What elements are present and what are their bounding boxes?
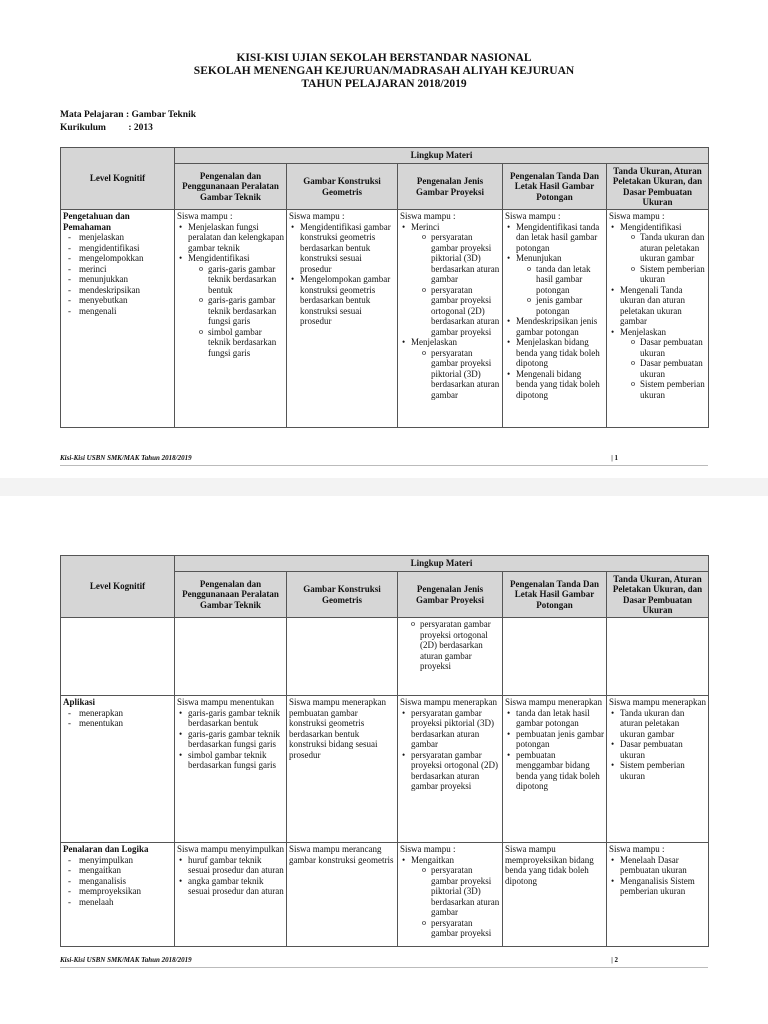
cell-intro: Siswa mampu : (609, 211, 665, 221)
list-item: • Mendeskripsikan jenis gambar potongan (505, 316, 604, 337)
level-title: Aplikasi (63, 697, 96, 707)
level-cell (61, 618, 175, 696)
list-item: - mengenali (63, 306, 172, 317)
list-item: o Sistem pemberian ukuran (628, 264, 706, 285)
cell-intro: Siswa mampu menerapkan (400, 697, 497, 707)
list-item: • tanda dan letak hasil gambar potongan (505, 708, 604, 729)
cell-col-2 (287, 843, 398, 947)
level-header: Level Kognitif (61, 556, 175, 618)
list-item: • persyaratan gambar proyeksi piktorial (3D) berdasarkan aturan gambar (400, 708, 500, 750)
list-item: • Tanda ukuran dan aturan peletakan ukuran gambar (609, 708, 706, 740)
list-item: - menerapkan (63, 708, 172, 719)
level-header: Level Kognitif (61, 148, 175, 210)
list-item: - menelaah (63, 897, 172, 908)
cell-intro: Siswa mampu menyimpulkan (177, 844, 284, 854)
list-item: o Tanda ukuran dan aturan peletakan ukuran gambar (628, 232, 706, 264)
list-item-label: Menunjukan (516, 253, 562, 263)
scope-header: Lingkup Materi (175, 148, 709, 164)
list-item: • pembuatan jenis gambar potongan (505, 729, 604, 750)
list-item: • Mengenali bidang benda yang tidak boleh dipotong (505, 369, 604, 401)
cell-col-2 (287, 210, 398, 428)
subject-label: Mata Pelajaran (60, 110, 124, 120)
list-item: - merinci (63, 264, 172, 275)
level-title: Pengetahuan dan Pemahaman (63, 211, 130, 232)
cell-col-5 (607, 696, 709, 843)
curriculum-value: : 2013 (128, 123, 153, 133)
list-item (177, 253, 284, 358)
list-item: o jenis gambar potongan (524, 295, 604, 316)
table-row (61, 618, 709, 696)
col-header-4: Pengenalan Tanda Dan Letak Hasil Gambar Potongan (503, 572, 607, 618)
list-item: • Menganalisis Sistem pemberian ukuran (609, 876, 706, 897)
cell-col-3 (398, 843, 503, 947)
page-number: | 1 (611, 454, 618, 462)
list-item: • persyaratan gambar proyeksi ortogonal (2D) berdasarkan aturan gambar proyeksi (400, 750, 500, 792)
level-cell (61, 843, 175, 947)
cell-intro: Siswa mampu : (177, 211, 233, 221)
col-header-4: Pengenalan Tanda Dan Letak Hasil Gambar Potongan (503, 164, 607, 210)
cell-col-4 (503, 696, 607, 843)
cell-col-1 (175, 618, 287, 696)
col-header-3: Pengenalan Jenis Gambar Proyeksi (398, 164, 503, 210)
cell-text: Siswa mampu memproyeksikan bidang benda yang tidak boleh dipotong (505, 844, 594, 886)
cell-col-2 (287, 618, 398, 696)
list-item: o tanda dan letak hasil gambar potongan (524, 264, 604, 296)
list-item: - menganalisis (63, 876, 172, 887)
list-item (400, 855, 500, 939)
cell-intro: Siswa mampu menerapkan (505, 697, 602, 707)
list-item: - menentukan (63, 718, 172, 729)
col-header-5: Tanda Ukuran, Aturan Peletakan Ukuran, dan Dasar Pembuatan Ukuran (607, 164, 709, 210)
list-item: • garis-garis gambar teknik berdasarkan bentuk (177, 708, 284, 729)
footer-text: Kisi-Kisi USBN SMK/MAK Tahun 2018/2019 (60, 956, 192, 964)
cell-col-1 (175, 843, 287, 947)
list-item-label: Merinci (411, 221, 440, 232)
title-line-2: SEKOLAH MENENGAH KEJURUAN/MADRASAH ALIYAH KEJURUAN (193, 65, 575, 77)
table-row (61, 210, 709, 428)
list-item: o persyaratan gambar proyeksi piktorial (3D) berdasarkan aturan gambar (419, 232, 500, 285)
list-item: • Menjelaskan bidang benda yang tidak boleh dipotong (505, 337, 604, 369)
cell-col-4 (503, 618, 607, 696)
cell-col-3 (398, 618, 503, 696)
list-item: • Dasar pembuatan ukuran (609, 739, 706, 760)
list-item: - mengidentifikasi (63, 243, 172, 254)
list-item: • Menelaah Dasar pembuatan ukuran (609, 855, 706, 876)
cell-col-5 (607, 618, 709, 696)
page-2 (0, 496, 768, 1024)
list-item: o persyaratan gambar proyeksi (419, 918, 500, 939)
cell-col-3 (398, 210, 503, 428)
list-item: • Mengenali Tanda ukuran dan aturan peletakan ukuran gambar (609, 285, 706, 327)
cell-col-2 (287, 696, 398, 843)
level-cell (61, 210, 175, 428)
footer-divider (60, 967, 708, 968)
list-item: • Menjelaskan fungsi peralatan dan kelengkapan gambar teknik (177, 222, 284, 254)
list-item: - menunjukkan (63, 274, 172, 285)
col-header-1: Pengenalan dan Penggunanaan Peralatan Gambar Teknik (175, 164, 287, 210)
document-title (0, 52, 768, 91)
list-item: o garis-garis gambar teknik berdasarkan fungsi garis (196, 295, 284, 327)
list-item: • Mengelompokan gambar konstruksi geometris berdasarkan bentuk konstruksi sesuai prosedur (289, 274, 395, 327)
scope-header: Lingkup Materi (175, 556, 709, 572)
col-header-1: Pengenalan dan Penggunanaan Peralatan Gambar Teknik (175, 572, 287, 618)
cell-intro: Siswa mampu : (609, 844, 665, 854)
curriculum-label: Kurikulum (60, 123, 106, 133)
list-item (400, 222, 500, 338)
list-item (609, 327, 706, 401)
list-item: • Mengidentifikasi gambar konstruksi geometris berdasarkan bentuk konstruksi sesuai prosedur (289, 222, 395, 275)
list-item: o persyaratan gambar proyeksi piktorial (3D) berdasarkan aturan gambar (419, 348, 500, 401)
cell-intro: Siswa mampu : (400, 844, 456, 854)
cell-text: Siswa mampu merancang gambar konstruksi geometris (289, 844, 394, 865)
list-item-label: Mengaitkan (411, 854, 454, 865)
col-header-2: Gambar Konstruksi Geometris (287, 164, 398, 210)
page-footer (60, 454, 708, 462)
cell-intro: Siswa mampu : (505, 211, 561, 221)
cell-col-4 (503, 210, 607, 428)
footer-divider (60, 465, 708, 466)
list-item: o persyaratan gambar proyeksi ortogonal (2D) berdasarkan aturan gambar proyeksi (408, 619, 500, 672)
list-item: o Dasar pembuatan ukuran (628, 337, 706, 358)
list-item: - menyimpulkan (63, 855, 172, 866)
list-item: • Mengidentifikasi tanda dan letak hasil gambar potongan (505, 222, 604, 254)
level-title: Penalaran dan Logika (63, 844, 149, 854)
cell-col-1 (175, 210, 287, 428)
list-item: - mendeskripsikan (63, 285, 172, 296)
cell-intro: Siswa mampu menentukan (177, 697, 274, 707)
curriculum-row (60, 122, 153, 135)
list-item: • angka gambar teknik sesuai prosedur dan aturan (177, 876, 284, 897)
grid-table-1 (60, 147, 709, 428)
list-item: o Dasar pembuatan ukuran (628, 358, 706, 379)
list-item: - menjelaskan (63, 232, 172, 243)
list-item-label: Mengidentifikasi (188, 253, 250, 263)
col-header-5: Tanda Ukuran, Aturan Peletakan Ukuran, dan Dasar Pembuatan Ukuran (607, 572, 709, 618)
list-item: - memproyeksikan (63, 886, 172, 897)
col-header-3: Pengenalan Jenis Gambar Proyeksi (398, 572, 503, 618)
list-item: • simbol gambar teknik berdasarkan fungsi garis (177, 750, 284, 771)
list-item: o garis-garis gambar teknik berdasarkan bentuk (196, 264, 284, 296)
cell-intro: Siswa mampu : (400, 211, 456, 221)
list-item-label: Menjelaskan (411, 337, 457, 347)
footer-text: Kisi-Kisi USBN SMK/MAK Tahun 2018/2019 (60, 454, 192, 462)
page-1 (0, 0, 768, 478)
list-item: o simbol gambar teknik berdasarkan fungsi garis (196, 327, 284, 359)
subject-value: : Gambar Teknik (125, 110, 196, 120)
level-cell (61, 696, 175, 843)
list-item: o persyaratan gambar proyeksi piktorial (3D) berdasarkan aturan gambar (419, 865, 500, 918)
list-item (609, 222, 706, 285)
cell-text: Siswa mampu menerapkan pembuatan gambar konstruksi geometris berdasarkan bentuk konstruksi bidang sesuai prosedur (289, 697, 386, 760)
list-item-label: Menjelaskan (620, 326, 666, 337)
cell-col-1 (175, 696, 287, 843)
list-item (400, 337, 500, 400)
cell-col-5 (607, 210, 709, 428)
cell-intro: Siswa mampu menerapkan (609, 697, 706, 707)
table-row (61, 696, 709, 843)
table-row (61, 843, 709, 947)
list-item-label: Mengidentifikasi (620, 221, 682, 232)
list-item: o Sistem pemberian ukuran (628, 379, 706, 400)
list-item: • huruf gambar teknik sesuai prosedur dan aturan (177, 855, 284, 876)
page-footer (60, 956, 708, 964)
cell-col-5 (607, 843, 709, 947)
list-item: • pembuatan menggambar bidang benda yang tidak boleh dipotong (505, 750, 604, 792)
list-item: - mengelompokkan (63, 253, 172, 264)
cell-intro: Siswa mampu : (289, 211, 345, 221)
title-line-3: TAHUN PELAJARAN 2018/2019 (301, 78, 467, 90)
subject-row (60, 109, 196, 122)
level-verbs (63, 232, 172, 316)
list-item: - menyebutkan (63, 295, 172, 306)
cell-col-4 (503, 843, 607, 947)
cell-col-3 (398, 696, 503, 843)
grid-table-2 (60, 555, 709, 947)
list-item (505, 253, 604, 316)
list-item: • garis-garis gambar teknik berdasarkan fungsi garis (177, 729, 284, 750)
page-number: | 2 (611, 956, 618, 964)
title-line-1: KISI-KISI UJIAN SEKOLAH BERSTANDAR NASIONAL (236, 52, 532, 64)
list-item: o persyaratan gambar proyeksi ortogonal (2D) berdasarkan aturan gambar proyeksi (419, 285, 500, 338)
list-item: • Sistem pemberian ukuran (609, 760, 706, 781)
list-item: - mengaitkan (63, 865, 172, 876)
col-header-2: Gambar Konstruksi Geometris (287, 572, 398, 618)
